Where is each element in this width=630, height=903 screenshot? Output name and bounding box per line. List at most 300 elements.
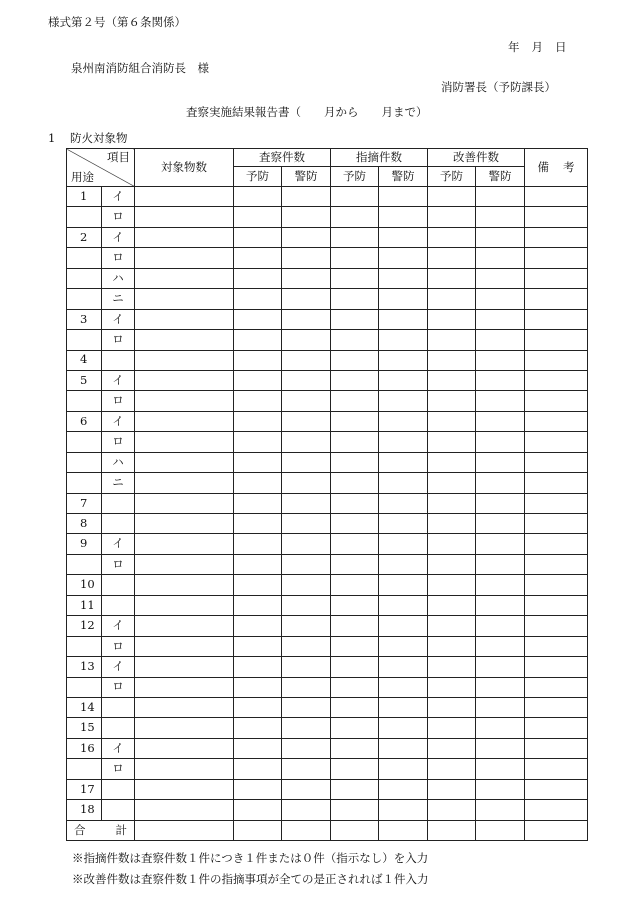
impr-fire-defense-cell[interactable] [476, 759, 525, 779]
remarks-cell[interactable] [525, 697, 588, 717]
objects-cell[interactable] [135, 514, 234, 534]
insp-fire-defense-cell[interactable] [282, 595, 331, 615]
impr-fire-defense-cell[interactable] [476, 187, 525, 207]
remarks-cell[interactable] [525, 452, 588, 472]
find-prevention-cell[interactable] [331, 207, 379, 227]
impr-prevention-cell[interactable] [428, 187, 476, 207]
insp-fire-defense-cell[interactable] [282, 187, 331, 207]
insp-prevention-cell[interactable] [234, 411, 282, 431]
impr-fire-defense-cell[interactable] [476, 330, 525, 350]
remarks-cell[interactable] [525, 309, 588, 329]
find-fire-defense-cell[interactable] [379, 452, 428, 472]
insp-fire-defense-cell[interactable] [282, 636, 331, 656]
remarks-cell[interactable] [525, 187, 588, 207]
find-prevention-cell[interactable] [331, 248, 379, 268]
objects-cell[interactable] [135, 738, 234, 758]
total-find-fire-defense-cell[interactable] [379, 820, 428, 840]
remarks-cell[interactable] [525, 800, 588, 820]
total-insp-prevention-cell[interactable] [234, 820, 282, 840]
find-fire-defense-cell[interactable] [379, 697, 428, 717]
insp-fire-defense-cell[interactable] [282, 677, 331, 697]
objects-cell[interactable] [135, 330, 234, 350]
objects-cell[interactable] [135, 187, 234, 207]
use-subcategory-cell [102, 595, 135, 615]
table-row [67, 370, 588, 390]
objects-cell[interactable] [135, 636, 234, 656]
table-row [67, 514, 588, 534]
table-row [67, 227, 588, 247]
use-number-cell: 2 [67, 227, 102, 247]
insp-fire-defense-cell[interactable] [282, 207, 331, 227]
find-prevention-cell[interactable] [331, 759, 379, 779]
impr-prevention-cell[interactable] [428, 575, 476, 595]
total-insp-fire-defense-cell[interactable] [282, 820, 331, 840]
remarks-cell[interactable] [525, 268, 588, 288]
objects-cell[interactable] [135, 616, 234, 636]
remarks-cell[interactable] [525, 473, 588, 493]
insp-prevention-cell[interactable] [234, 350, 282, 370]
insp-fire-defense-cell[interactable] [282, 330, 331, 350]
objects-cell[interactable] [135, 554, 234, 574]
use-subcategory-cell: ロ [102, 554, 135, 574]
find-fire-defense-cell[interactable] [379, 657, 428, 677]
total-remarks-cell[interactable] [525, 820, 588, 840]
objects-cell[interactable] [135, 350, 234, 370]
impr-fire-defense-cell[interactable] [476, 616, 525, 636]
insp-prevention-cell[interactable] [234, 800, 282, 820]
insp-prevention-cell[interactable] [234, 207, 282, 227]
impr-prevention-cell[interactable] [428, 677, 476, 697]
remarks-cell[interactable] [525, 636, 588, 656]
impr-fire-defense-cell[interactable] [476, 657, 525, 677]
find-prevention-cell[interactable] [331, 697, 379, 717]
impr-fire-defense-cell[interactable] [476, 697, 525, 717]
find-prevention-cell[interactable] [331, 452, 379, 472]
impr-prevention-cell[interactable] [428, 493, 476, 513]
impr-prevention-cell[interactable] [428, 718, 476, 738]
note-improvements: ※改善件数は査察件数１件の指摘事項が全ての是正されれば１件入力 [72, 872, 429, 886]
find-fire-defense-cell[interactable] [379, 493, 428, 513]
find-fire-defense-cell[interactable] [379, 718, 428, 738]
find-fire-defense-cell[interactable] [379, 575, 428, 595]
objects-cell[interactable] [135, 473, 234, 493]
impr-fire-defense-cell[interactable] [476, 391, 525, 411]
find-prevention-cell[interactable] [331, 800, 379, 820]
insp-fire-defense-cell[interactable] [282, 248, 331, 268]
impr-prevention-cell[interactable] [428, 350, 476, 370]
remarks-cell[interactable] [525, 657, 588, 677]
table-row [67, 616, 588, 636]
find-prevention-cell[interactable] [331, 534, 379, 554]
remarks-cell[interactable] [525, 330, 588, 350]
insp-prevention-cell[interactable] [234, 330, 282, 350]
objects-cell[interactable] [135, 370, 234, 390]
remarks-cell[interactable] [525, 227, 588, 247]
insp-fire-defense-cell[interactable] [282, 432, 331, 452]
objects-cell[interactable] [135, 595, 234, 615]
impr-prevention-cell[interactable] [428, 411, 476, 431]
impr-fire-defense-cell[interactable] [476, 575, 525, 595]
inspection-results-table [66, 148, 588, 841]
insp-prevention-cell[interactable] [234, 759, 282, 779]
objects-cell[interactable] [135, 207, 234, 227]
remarks-cell[interactable] [525, 207, 588, 227]
objects-cell[interactable] [135, 697, 234, 717]
remarks-cell[interactable] [525, 493, 588, 513]
impr-prevention-cell[interactable] [428, 616, 476, 636]
impr-fire-defense-cell[interactable] [476, 534, 525, 554]
find-prevention-cell[interactable] [331, 738, 379, 758]
use-number-cell: 17 [67, 779, 102, 799]
impr-fire-defense-cell[interactable] [476, 514, 525, 534]
find-prevention-cell[interactable] [331, 595, 379, 615]
remarks-cell[interactable] [525, 370, 588, 390]
note-findings: ※指摘件数は査察件数１件につき１件または０件（指示なし）を入力 [72, 851, 429, 865]
insp-prevention-cell[interactable] [234, 493, 282, 513]
recipient: 泉州南消防組合消防長 様 [71, 61, 209, 75]
use-number-cell [67, 268, 102, 288]
insp-prevention-cell[interactable] [234, 309, 282, 329]
objects-cell[interactable] [135, 779, 234, 799]
insp-fire-defense-cell[interactable] [282, 800, 331, 820]
impr-prevention-cell[interactable] [428, 268, 476, 288]
use-number-cell: 14 [67, 697, 102, 717]
remarks-cell[interactable] [525, 718, 588, 738]
insp-prevention-cell[interactable] [234, 575, 282, 595]
insp-prevention-cell[interactable] [234, 268, 282, 288]
insp-prevention-cell[interactable] [234, 187, 282, 207]
find-fire-defense-cell[interactable] [379, 800, 428, 820]
use-number-cell: 18 [67, 800, 102, 820]
objects-cell[interactable] [135, 657, 234, 677]
table-row [67, 636, 588, 656]
insp-fire-defense-cell[interactable] [282, 268, 331, 288]
insp-fire-defense-cell[interactable] [282, 697, 331, 717]
insp-prevention-cell[interactable] [234, 779, 282, 799]
impr-prevention-cell[interactable] [428, 636, 476, 656]
sender: 消防署長（予防課長） [441, 80, 556, 94]
insp-prevention-cell[interactable] [234, 534, 282, 554]
impr-prevention-cell[interactable] [428, 800, 476, 820]
insp-fire-defense-cell[interactable] [282, 391, 331, 411]
insp-fire-defense-cell[interactable] [282, 514, 331, 534]
find-fire-defense-cell[interactable] [379, 350, 428, 370]
insp-prevention-cell[interactable] [234, 697, 282, 717]
find-fire-defense-cell[interactable] [379, 330, 428, 350]
impr-fire-defense-cell[interactable] [476, 370, 525, 390]
insp-prevention-cell[interactable] [234, 370, 282, 390]
impr-prevention-cell[interactable] [428, 738, 476, 758]
impr-fire-defense-cell[interactable] [476, 738, 525, 758]
impr-fire-defense-cell[interactable] [476, 473, 525, 493]
find-prevention-cell[interactable] [331, 370, 379, 390]
find-fire-defense-cell[interactable] [379, 616, 428, 636]
objects-cell[interactable] [135, 432, 234, 452]
use-number-cell [67, 677, 102, 697]
find-prevention-cell[interactable] [331, 718, 379, 738]
remarks-cell[interactable] [525, 432, 588, 452]
insp-fire-defense-cell[interactable] [282, 309, 331, 329]
use-subcategory-cell [102, 350, 135, 370]
find-prevention-cell[interactable] [331, 411, 379, 431]
objects-cell[interactable] [135, 493, 234, 513]
find-fire-defense-cell[interactable] [379, 227, 428, 247]
objects-cell[interactable] [135, 800, 234, 820]
find-prevention-cell[interactable] [331, 309, 379, 329]
remarks-cell[interactable] [525, 391, 588, 411]
objects-cell[interactable] [135, 411, 234, 431]
remarks-cell[interactable] [525, 595, 588, 615]
insp-prevention-cell[interactable] [234, 738, 282, 758]
use-number-cell: 5 [67, 370, 102, 390]
insp-fire-defense-cell[interactable] [282, 616, 331, 636]
find-prevention-cell[interactable] [331, 391, 379, 411]
use-subcategory-cell [102, 514, 135, 534]
find-fire-defense-cell[interactable] [379, 432, 428, 452]
find-fire-defense-cell[interactable] [379, 677, 428, 697]
find-prevention-cell[interactable] [331, 289, 379, 309]
find-prevention-cell[interactable] [331, 616, 379, 636]
find-fire-defense-cell[interactable] [379, 534, 428, 554]
use-subcategory-cell: ハ [102, 452, 135, 472]
insp-fire-defense-cell[interactable] [282, 779, 331, 799]
use-subcategory-cell: ロ [102, 248, 135, 268]
impr-prevention-cell[interactable] [428, 309, 476, 329]
objects-cell[interactable] [135, 248, 234, 268]
impr-fire-defense-cell[interactable] [476, 718, 525, 738]
impr-prevention-cell[interactable] [428, 248, 476, 268]
find-prevention-cell[interactable] [331, 554, 379, 574]
remarks-cell[interactable] [525, 411, 588, 431]
find-fire-defense-cell[interactable] [379, 779, 428, 799]
impr-prevention-cell[interactable] [428, 289, 476, 309]
objects-cell[interactable] [135, 309, 234, 329]
objects-cell[interactable] [135, 391, 234, 411]
insp-prevention-cell[interactable] [234, 718, 282, 738]
find-prevention-cell[interactable] [331, 677, 379, 697]
table-row [67, 534, 588, 554]
impr-fire-defense-cell[interactable] [476, 268, 525, 288]
objects-cell[interactable] [135, 227, 234, 247]
section-heading [48, 130, 128, 146]
impr-prevention-cell[interactable] [428, 391, 476, 411]
use-number-cell: 6 [67, 411, 102, 431]
remarks-cell[interactable] [525, 514, 588, 534]
insp-fire-defense-cell[interactable] [282, 473, 331, 493]
find-fire-defense-cell[interactable] [379, 473, 428, 493]
find-prevention-cell[interactable] [331, 227, 379, 247]
insp-prevention-cell[interactable] [234, 391, 282, 411]
find-fire-defense-cell[interactable] [379, 595, 428, 615]
impr-fire-defense-cell[interactable] [476, 595, 525, 615]
impr-prevention-cell[interactable] [428, 370, 476, 390]
remarks-cell[interactable] [525, 779, 588, 799]
remarks-cell[interactable] [525, 738, 588, 758]
objects-cell[interactable] [135, 759, 234, 779]
remarks-cell[interactable] [525, 289, 588, 309]
find-fire-defense-cell[interactable] [379, 207, 428, 227]
find-fire-defense-cell[interactable] [379, 554, 428, 574]
insp-fire-defense-cell[interactable] [282, 370, 331, 390]
total-impr-fire-defense-cell[interactable] [476, 820, 525, 840]
insp-prevention-cell[interactable] [234, 595, 282, 615]
insp-prevention-cell[interactable] [234, 636, 282, 656]
remarks-cell[interactable] [525, 534, 588, 554]
use-number-cell: 4 [67, 350, 102, 370]
table-row [67, 268, 588, 288]
impr-fire-defense-cell[interactable] [476, 411, 525, 431]
insp-fire-defense-cell[interactable] [282, 534, 331, 554]
impr-fire-defense-cell[interactable] [476, 779, 525, 799]
remarks-cell[interactable] [525, 554, 588, 574]
insp-fire-defense-cell[interactable] [282, 493, 331, 513]
insp-fire-defense-cell[interactable] [282, 718, 331, 738]
remarks-cell[interactable] [525, 616, 588, 636]
use-subcategory-cell [102, 718, 135, 738]
insp-fire-defense-cell[interactable] [282, 350, 331, 370]
table-row [67, 452, 588, 472]
remarks-cell[interactable] [525, 248, 588, 268]
remarks-cell[interactable] [525, 759, 588, 779]
find-fire-defense-cell[interactable] [379, 268, 428, 288]
impr-fire-defense-cell[interactable] [476, 227, 525, 247]
insp-fire-defense-cell[interactable] [282, 289, 331, 309]
impr-fire-defense-cell[interactable] [476, 432, 525, 452]
impr-prevention-cell[interactable] [428, 473, 476, 493]
impr-fire-defense-cell[interactable] [476, 309, 525, 329]
insp-prevention-cell[interactable] [234, 514, 282, 534]
table-row [67, 779, 588, 799]
find-prevention-cell[interactable] [331, 473, 379, 493]
find-fire-defense-cell[interactable] [379, 187, 428, 207]
impr-prevention-cell[interactable] [428, 779, 476, 799]
find-fire-defense-cell[interactable] [379, 514, 428, 534]
find-prevention-cell[interactable] [331, 268, 379, 288]
table-row [67, 575, 588, 595]
find-fire-defense-cell[interactable] [379, 738, 428, 758]
use-number-cell: 11 [67, 595, 102, 615]
find-fire-defense-cell[interactable] [379, 411, 428, 431]
use-subcategory-cell: イ [102, 738, 135, 758]
use-subcategory-cell: ロ [102, 391, 135, 411]
impr-fire-defense-cell[interactable] [476, 677, 525, 697]
find-prevention-cell[interactable] [331, 187, 379, 207]
insp-prevention-cell[interactable] [234, 432, 282, 452]
find-prevention-cell[interactable] [331, 575, 379, 595]
insp-fire-defense-cell[interactable] [282, 759, 331, 779]
insp-fire-defense-cell[interactable] [282, 452, 331, 472]
impr-prevention-cell[interactable] [428, 452, 476, 472]
impr-fire-defense-cell[interactable] [476, 554, 525, 574]
insp-prevention-cell[interactable] [234, 554, 282, 574]
impr-prevention-cell[interactable] [428, 534, 476, 554]
objects-cell[interactable] [135, 718, 234, 738]
insp-fire-defense-cell[interactable] [282, 575, 331, 595]
insp-prevention-cell[interactable] [234, 677, 282, 697]
find-prevention-cell[interactable] [331, 636, 379, 656]
insp-fire-defense-cell[interactable] [282, 411, 331, 431]
find-prevention-cell[interactable] [331, 350, 379, 370]
objects-cell[interactable] [135, 575, 234, 595]
find-prevention-cell[interactable] [331, 657, 379, 677]
insp-prevention-cell[interactable] [234, 289, 282, 309]
impr-fire-defense-cell[interactable] [476, 207, 525, 227]
use-subcategory-cell: イ [102, 309, 135, 329]
find-fire-defense-cell[interactable] [379, 289, 428, 309]
remarks-cell[interactable] [525, 677, 588, 697]
impr-prevention-cell[interactable] [428, 432, 476, 452]
use-number-cell: 15 [67, 718, 102, 738]
impr-fire-defense-cell[interactable] [476, 248, 525, 268]
impr-prevention-cell[interactable] [428, 514, 476, 534]
insp-fire-defense-cell[interactable] [282, 227, 331, 247]
insp-prevention-cell[interactable] [234, 616, 282, 636]
find-prevention-cell[interactable] [331, 432, 379, 452]
table-row [67, 738, 588, 758]
find-fire-defense-cell[interactable] [379, 636, 428, 656]
objects-cell[interactable] [135, 452, 234, 472]
insp-prevention-cell[interactable] [234, 227, 282, 247]
remarks-cell[interactable] [525, 350, 588, 370]
table-row [67, 759, 588, 779]
objects-header: 対象物数 [135, 149, 234, 187]
insp-fire-defense-cell[interactable] [282, 738, 331, 758]
impr-prevention-cell[interactable] [428, 207, 476, 227]
remarks-cell[interactable] [525, 575, 588, 595]
impr-fire-defense-cell[interactable] [476, 636, 525, 656]
insp-prevention-cell[interactable] [234, 473, 282, 493]
impr-prevention-cell[interactable] [428, 697, 476, 717]
find-fire-defense-cell[interactable] [379, 391, 428, 411]
insp-fire-defense-cell[interactable] [282, 554, 331, 574]
insp-prevention-cell[interactable] [234, 248, 282, 268]
section-number: 1 [48, 131, 56, 145]
findings-prevention-header: 予防 [331, 167, 379, 187]
insp-prevention-cell[interactable] [234, 657, 282, 677]
use-number-cell [67, 554, 102, 574]
objects-cell[interactable] [135, 268, 234, 288]
impr-fire-defense-cell[interactable] [476, 452, 525, 472]
impr-prevention-cell[interactable] [428, 657, 476, 677]
total-find-prevention-cell[interactable] [331, 820, 379, 840]
find-prevention-cell[interactable] [331, 779, 379, 799]
find-fire-defense-cell[interactable] [379, 370, 428, 390]
insp-fire-defense-cell[interactable] [282, 657, 331, 677]
find-fire-defense-cell[interactable] [379, 309, 428, 329]
total-impr-prevention-cell[interactable] [428, 820, 476, 840]
objects-cell[interactable] [135, 677, 234, 697]
impr-prevention-cell[interactable] [428, 330, 476, 350]
objects-cell[interactable] [135, 289, 234, 309]
impr-prevention-cell[interactable] [428, 227, 476, 247]
objects-cell[interactable] [135, 534, 234, 554]
impr-prevention-cell[interactable] [428, 554, 476, 574]
find-fire-defense-cell[interactable] [379, 248, 428, 268]
insp-prevention-cell[interactable] [234, 452, 282, 472]
impr-prevention-cell[interactable] [428, 595, 476, 615]
find-fire-defense-cell[interactable] [379, 759, 428, 779]
find-prevention-cell[interactable] [331, 514, 379, 534]
impr-fire-defense-cell[interactable] [476, 493, 525, 513]
table-row [67, 677, 588, 697]
impr-prevention-cell[interactable] [428, 759, 476, 779]
impr-fire-defense-cell[interactable] [476, 350, 525, 370]
impr-fire-defense-cell[interactable] [476, 800, 525, 820]
find-prevention-cell[interactable] [331, 493, 379, 513]
findings-header: 指摘件数 [331, 149, 428, 167]
find-prevention-cell[interactable] [331, 330, 379, 350]
impr-fire-defense-cell[interactable] [476, 289, 525, 309]
